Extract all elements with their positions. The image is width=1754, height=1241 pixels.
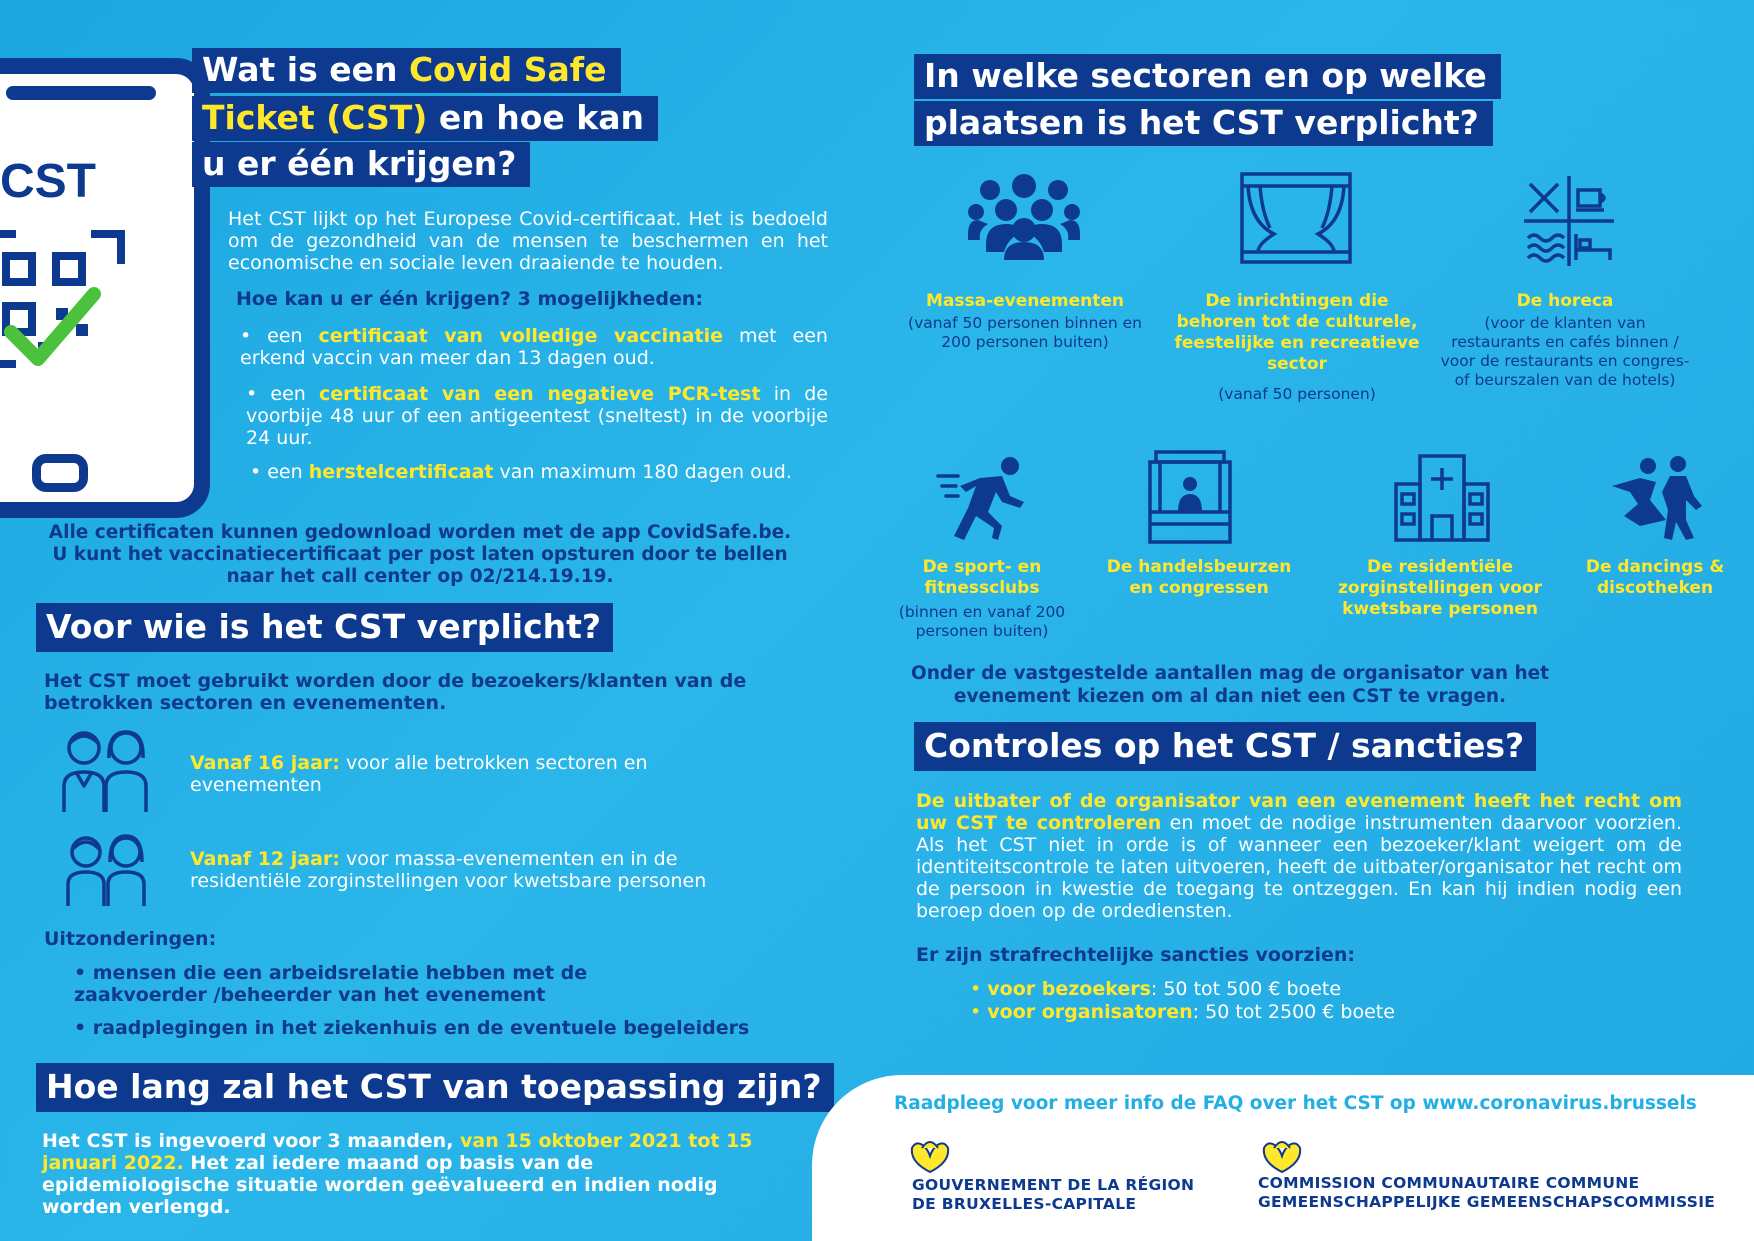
sector-sub: (voor de klanten van restaurants en cafés binnen / voor de restaurants en congres- of beurszalen van de hotels) bbox=[1440, 314, 1690, 389]
sanction-organisers: • voor organisatoren: 50 tot 2500 € boete bbox=[970, 1001, 1395, 1023]
who-title: Voor wie is het CST verplicht? bbox=[36, 603, 613, 652]
phone-cst-label: CST bbox=[0, 155, 96, 208]
option-test: • een certificaat van een negatieve PCR-test in de voorbije 48 uur of een antigeentest (sneltest) in de voorbije 24 uur. bbox=[246, 383, 828, 449]
sector-sub: (vanaf 50 personen) bbox=[1218, 385, 1376, 403]
who-intro: Het CST moet gebruikt worden door de bezoekers/klanten van de betrokken sectoren en evenementen. bbox=[44, 670, 747, 714]
runner-icon bbox=[936, 456, 1030, 542]
sectors-title-line1: In welke sectoren en op welke bbox=[914, 54, 1501, 99]
exception-item: • raadplegingen in het ziekenhuis en de eventuele begeleiders bbox=[74, 1017, 750, 1039]
cst-title-line2 bbox=[192, 96, 658, 141]
age16-rule: Vanaf 16 jaar: voor alle betrokken sectoren en evenementen bbox=[190, 752, 648, 796]
option-recovery: • een herstelcertificaat van maximum 180 dagen oud. bbox=[250, 461, 792, 483]
sector-label: De horeca bbox=[1516, 291, 1614, 311]
controls-text: De uitbater of de organisator van een evenement heeft het recht om uw CST te controleren en moet de nodige instrumenten daarvoor voorzien. Als het CST niet in orde is of wanneer een bezoeker/klant weigert om de identiteitscontrole te laten uitvoeren, heeft de uitbater/organisator het recht om de persoon in kwestie de toegang te ontzeggen. En kan hij indien nodig een beroep doen op de ordediensten. bbox=[916, 790, 1682, 922]
option-vaccination: • een certificaat van volledige vaccinatie met een erkend vaccin van meer dan 13 dagen oud. bbox=[240, 325, 828, 369]
organiser-note: Onder de vastgestelde aantallen mag de organisator van het evenement kiezen om al dan niet een CST te vragen. bbox=[910, 663, 1550, 707]
iris-logo-icon bbox=[1258, 1138, 1306, 1174]
family-adults-icon bbox=[60, 724, 150, 816]
title-text: Wat is een bbox=[202, 50, 409, 89]
sector-label: De dancings & discotheken bbox=[1585, 557, 1725, 598]
faq-note: Raadpleeg voor meer info de FAQ over het CST op www.coronavirus.brussels bbox=[894, 1093, 1697, 1114]
exception-item: • mensen die een arbeidsrelatie hebben met de zaakvoerder /beheerder van het evenement bbox=[74, 962, 588, 1006]
sanction-visitors: • voor bezoekers: 50 tot 500 € boete bbox=[970, 978, 1342, 1000]
dancers-icon bbox=[1610, 456, 1704, 540]
sector-label: De handelsbeurzen en congressen bbox=[1106, 557, 1292, 598]
sector-label: De inrichtingen die behoren tot de culturele, feestelijke en recreatieve sector bbox=[1174, 291, 1420, 374]
sectors-title-line2: plaatsen is het CST verplicht? bbox=[914, 101, 1493, 146]
phone-illustration bbox=[0, 58, 210, 518]
iris-logo-icon bbox=[906, 1138, 954, 1174]
logo2-text: COMMISSION COMMUNAUTAIRE COMMUNE GEMEENSCHAPPELIJKE GEMEENSCHAPSCOMMISSIE bbox=[1258, 1174, 1716, 1211]
horeca-icon bbox=[1524, 176, 1614, 266]
theatre-stage-icon bbox=[1240, 172, 1352, 264]
cst-title-line3 bbox=[192, 142, 530, 187]
duration-title: Hoe lang zal het CST van toepassing zijn? bbox=[36, 1063, 834, 1112]
controls-title: Controles op het CST / sancties? bbox=[914, 722, 1536, 771]
phone-speaker bbox=[6, 86, 156, 100]
sanctions-heading: Er zijn strafrechtelijke sancties voorzien: bbox=[916, 944, 1355, 966]
title-highlight: Covid Safe bbox=[408, 50, 607, 89]
sector-label: De residentiële zorginstellingen voor kwetsbare personen bbox=[1338, 557, 1542, 619]
exceptions-heading: Uitzonderingen: bbox=[44, 928, 217, 950]
sector-label: Massa-evenementen bbox=[925, 291, 1125, 311]
faq-link[interactable]: www.coronavirus.brussels bbox=[1422, 1093, 1697, 1114]
age12-rule: Vanaf 12 jaar: voor massa-evenementen en in de residentiële zorginstellingen voor kwetsbare personen bbox=[190, 848, 707, 892]
booth-icon bbox=[1148, 450, 1232, 544]
title-text: u er één krijgen? bbox=[202, 144, 517, 183]
cst-intro: Het CST lijkt op het Europese Covid-certificaat. Het is bedoeld om de gezondheid van de mensen te beschermen en het economische en sociale leven draaiende te houden. bbox=[228, 208, 828, 274]
qr-check-icon bbox=[0, 224, 151, 384]
sector-label: De sport- en fitnessclubs bbox=[922, 557, 1042, 598]
how-heading: Hoe kan u er één krijgen? 3 mogelijkheden: bbox=[236, 288, 704, 310]
crowd-icon bbox=[968, 172, 1080, 260]
phone-home-button bbox=[32, 454, 88, 492]
family-children-icon bbox=[64, 830, 150, 908]
sector-sub: (vanaf 50 personen binnen en 200 personen buiten) bbox=[908, 314, 1142, 351]
title-highlight: Ticket (CST) bbox=[202, 98, 428, 137]
cst-title-line1 bbox=[192, 48, 621, 93]
title-text: en hoe kan bbox=[427, 98, 644, 137]
hospital-icon bbox=[1394, 454, 1490, 542]
sector-sub: (binnen en vanaf 200 personen buiten) bbox=[898, 603, 1066, 640]
download-note: Alle certificaten kunnen gedownload worden met de app CovidSafe.be. U kunt het vaccinatiecertificaat per post laten opsturen door te bellen naar het call center op 02/214.19.19. bbox=[48, 522, 792, 587]
duration-text: Het CST is ingevoerd voor 3 maanden, van 15 oktober 2021 tot 15 januari 2022. Het zal iedere maand op basis van de epidemiologische situatie worden geëvalueerd en indien nodig worden verlengd. bbox=[42, 1130, 753, 1218]
logo1-text: GOUVERNEMENT DE LA RÉGION DE BRUXELLES-CAPITALE bbox=[912, 1176, 1195, 1213]
